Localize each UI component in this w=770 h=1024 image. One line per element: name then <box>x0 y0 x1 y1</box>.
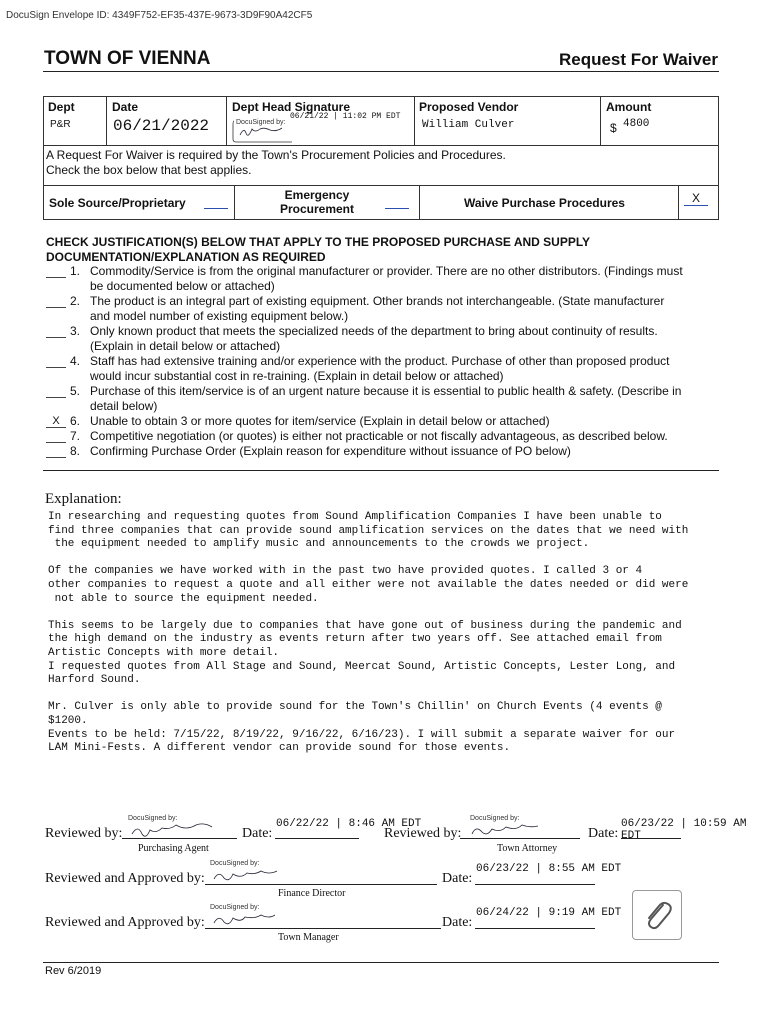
attorney-date-label: Date: <box>588 826 619 841</box>
waive-procedures-checkbox[interactable]: X <box>684 191 708 206</box>
manager-date-label: Date: <box>442 915 473 930</box>
justification-checkbox[interactable] <box>46 384 66 398</box>
manager-date: 06/24/22 | 9:19 AM EDT <box>476 907 622 919</box>
justification-text: Commodity/Service is from the original manufacturer or provider. There are no other distributors. (Findings must <box>90 264 683 278</box>
justification-text: would incur substantial cost in re-training. (Explain in detail below or attached) <box>90 369 504 383</box>
currency-symbol: $ <box>610 121 617 135</box>
finance-docusigned-label: DocuSigned by: <box>210 860 260 867</box>
justification-text: Unable to obtain 3 or more quotes for item/service (Explain in detail below or attached) <box>90 414 550 428</box>
signature-mark <box>232 119 294 143</box>
justification-number: 8. <box>70 444 81 458</box>
justification-item <box>46 384 726 414</box>
paperclip-icon[interactable] <box>632 890 682 940</box>
notice-text <box>46 148 506 178</box>
justification-checkbox[interactable] <box>46 264 66 278</box>
justification-text: be documented below or attached) <box>90 279 275 293</box>
justification-number: 4. <box>70 354 81 368</box>
finance-date: 06/23/22 | 8:55 AM EDT <box>476 863 622 875</box>
justification-text: Confirming Purchase Order (Explain reason for expenditure without issuance of PO below) <box>90 444 571 458</box>
dept-head-signature-date: 06/21/22 | 11:02 PM EDT <box>290 112 401 121</box>
docusigned-by-label: DocuSigned by: <box>236 119 286 126</box>
justification-number: 6. <box>70 414 81 428</box>
manager-approved-by-label: Reviewed and Approved by: <box>45 915 205 930</box>
justification-item <box>46 324 726 354</box>
purchasing-signature-mark <box>128 822 238 840</box>
explanation-text[interactable]: In researching and requesting quotes from Sound Amplification Companies I have been unable to find three companies that can provide sound amplification services on the dates that we need with the equipment needed to amplify music and announcements to the crowds we project. Of the companies we have worked with in the past two have provided quotes. I called 3 or 4 other companies to request a quote and all either were not available the dates needed or did were not able to source the equipment needed. This seems to be largely due to companies that have gone out of business during the pandemic and the high demand on the industry as events return after two years off. See attached email from Artistic Concepts with more detail. I requested quotes from All Stage and Sound, Meercat Sound, Artistic Concepts, Lester Long, and Harford Sound. Mr. Culver is only able to provide sound for the Town's Chillin' on Church Events (4 events @ $1200. Events to be held: 7/15/22, 8/19/22, 9/16/22, 6/16/23). I will submit a separate waiver for our LAM Mini-Fests. A different vendor can provide sound for those events. <box>48 511 689 755</box>
justification-item <box>46 354 726 384</box>
justification-item <box>46 444 726 459</box>
justification-item <box>46 264 726 294</box>
justification-checkbox[interactable] <box>46 429 66 443</box>
justification-number: 3. <box>70 324 81 338</box>
emergency-checkbox[interactable] <box>385 205 409 209</box>
amount-label: Amount <box>606 100 652 114</box>
purchasing-docusigned-label: DocuSigned by: <box>128 815 178 822</box>
attorney-signature-mark <box>468 822 578 840</box>
town-attorney-title: Town Attorney <box>497 843 558 854</box>
justification-text: Purchase of this item/service is of an urgent nature because it is essential to public health & safety. (Describe in <box>90 384 682 398</box>
emergency-line-1: Emergency <box>284 188 350 202</box>
sole-source-checkbox[interactable] <box>204 205 228 209</box>
footer-rule <box>43 962 719 963</box>
notice-line-2: Check the box below that best applies. <box>46 163 252 177</box>
finance-director-title: Finance Director <box>278 888 346 899</box>
proposed-vendor-value[interactable]: William Culver <box>422 119 515 131</box>
finance-signature-mark <box>210 867 320 885</box>
reviewed-by-attorney-label: Reviewed by: <box>384 826 462 841</box>
purchasing-date-label: Date: <box>242 826 273 841</box>
justification-item <box>46 414 726 429</box>
purchasing-agent-title: Purchasing Agent <box>138 843 209 854</box>
request-table <box>43 96 719 220</box>
town-name: TOWN OF VIENNA <box>44 48 211 69</box>
finance-date-label: Date: <box>442 871 473 886</box>
justification-heading-line-1: CHECK JUSTIFICATION(S) BELOW THAT APPLY TO THE PROPOSED PURCHASE AND SUPPLY <box>46 235 591 249</box>
justification-list <box>46 264 726 459</box>
justification-heading-line-2: DOCUMENTATION/EXPLANATION AS REQUIRED <box>46 250 326 264</box>
dept-head-signature[interactable] <box>232 119 294 143</box>
justification-text: (Explain in detail below or attached) <box>90 339 281 353</box>
emergency-line-2: Procurement <box>279 202 355 216</box>
notice-line-1: A Request For Waiver is required by the Town's Procurement Policies and Procedures. <box>46 148 506 162</box>
justification-number: 5. <box>70 384 81 398</box>
dept-label: Dept <box>48 100 75 114</box>
justification-item <box>46 294 726 324</box>
justification-text: and model number of existing equipment below.) <box>90 309 349 323</box>
reviewed-by-label: Reviewed by: <box>45 826 123 841</box>
waive-procedures-label: Waive Purchase Procedures <box>464 196 625 210</box>
justification-number: 2. <box>70 294 81 308</box>
justification-text: The product is an integral part of existing equipment. Other brands not interchangeable. (State manufacturer <box>90 294 665 308</box>
dept-head-signature-label: Dept Head Signature <box>232 100 351 114</box>
explanation-label: Explanation: <box>45 491 122 507</box>
section-rule <box>43 470 719 471</box>
dept-value[interactable]: P&R <box>50 119 71 130</box>
justification-checkbox[interactable]: X <box>46 414 66 428</box>
date-value[interactable]: 06/21/2022 <box>113 117 210 135</box>
form-title: Request For Waiver <box>558 50 718 69</box>
justification-item <box>46 429 726 444</box>
header-rule <box>43 71 719 72</box>
justification-text: detail below) <box>90 399 158 413</box>
proposed-vendor-label: Proposed Vendor <box>419 100 519 114</box>
justification-number: 1. <box>70 264 81 278</box>
date-label: Date <box>112 100 139 114</box>
manager-signature-mark <box>210 911 320 929</box>
envelope-id: DocuSign Envelope ID: 4349F752-EF35-437E-9673-3D9F90A42CF5 <box>6 10 313 21</box>
justification-checkbox[interactable] <box>46 354 66 368</box>
emergency-procurement-label <box>262 188 372 216</box>
justification-checkbox[interactable] <box>46 294 66 308</box>
justification-checkbox[interactable] <box>46 444 66 458</box>
justification-number: 7. <box>70 429 81 443</box>
attorney-docusigned-label: DocuSigned by: <box>470 815 520 822</box>
revision-label: Rev 6/2019 <box>45 965 102 977</box>
justification-heading <box>46 235 590 265</box>
town-manager-title: Town Manager <box>278 932 339 943</box>
amount-value[interactable]: 4800 <box>623 118 650 130</box>
sole-source-label: Sole Source/Proprietary <box>49 196 186 210</box>
justification-text: Competitive negotiation (or quotes) is either not practicable or not fiscally advantageous, as described below. <box>90 429 668 443</box>
purchasing-date: 06/22/22 | 8:46 AM EDT <box>276 818 422 830</box>
justification-text: Staff has had extensive training and/or experience with the product. Purchase of other than proposed product <box>90 354 670 368</box>
justification-checkbox[interactable] <box>46 324 66 338</box>
manager-docusigned-label: DocuSigned by: <box>210 904 260 911</box>
attorney-date: 06/23/22 | 10:59 AM EDT <box>621 818 747 842</box>
finance-approved-by-label: Reviewed and Approved by: <box>45 871 205 886</box>
justification-text: Only known product that meets the specialized needs of the department to bring about continuity of results. <box>90 324 658 338</box>
